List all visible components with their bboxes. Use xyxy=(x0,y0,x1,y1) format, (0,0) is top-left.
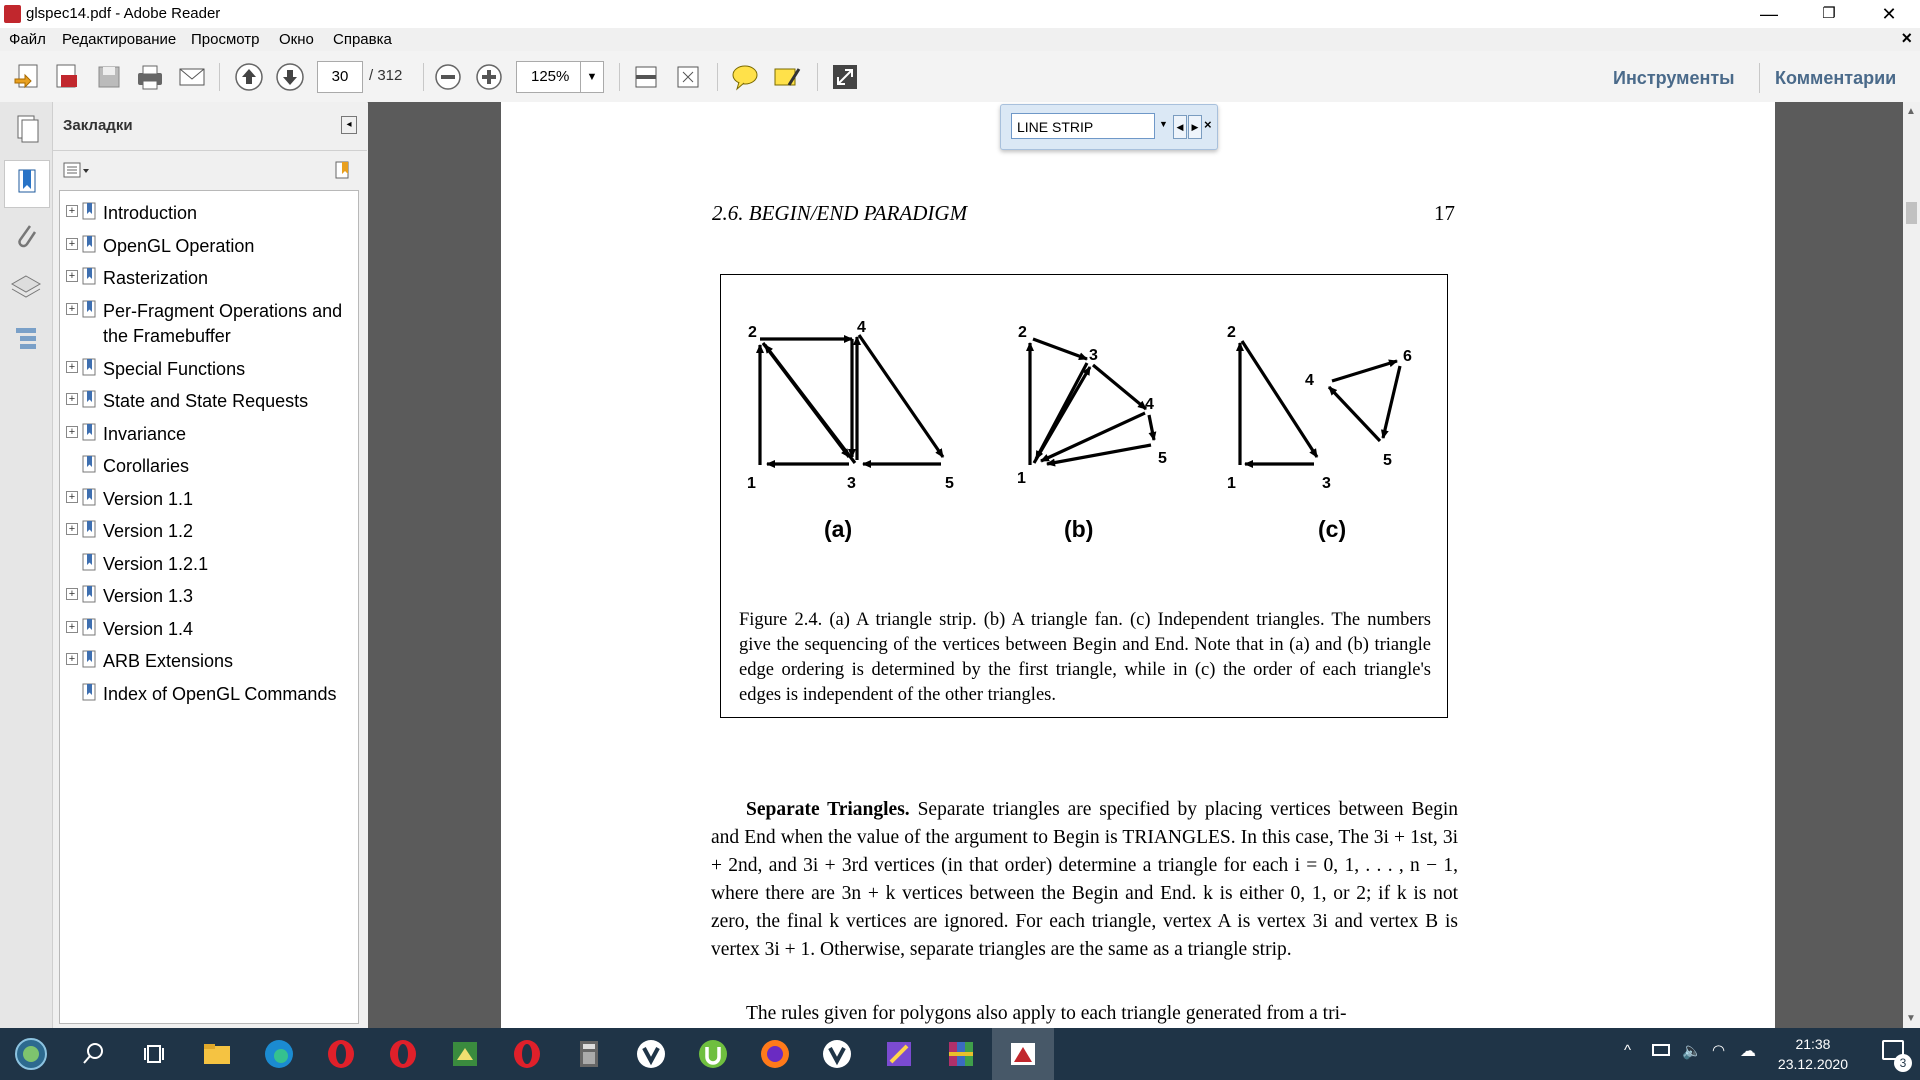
vertex-label: 4 xyxy=(1145,396,1154,413)
adobe-reader-taskbar-icon[interactable] xyxy=(992,1028,1054,1080)
bookmark-icon xyxy=(82,235,98,253)
bookmarks-title: Закладки xyxy=(63,117,133,134)
expand-icon[interactable]: + xyxy=(66,588,78,600)
restore-button[interactable]: ❐ xyxy=(1822,5,1836,22)
find-input[interactable]: LINE STRIP xyxy=(1011,113,1155,139)
layers-icon[interactable] xyxy=(8,268,44,304)
bookmark-label: Version 1.3 xyxy=(103,586,194,606)
bookmark-icon xyxy=(82,618,98,636)
bookmark-label: Index of OpenGL Commands xyxy=(103,683,337,704)
tools-pane-link[interactable]: Инструменты xyxy=(1613,68,1735,88)
zoom-select[interactable] xyxy=(516,61,604,93)
figure-2-4 xyxy=(720,274,1448,718)
vertex-label: 4 xyxy=(857,319,866,336)
bookmarks-list xyxy=(59,190,359,1024)
zoom-out-icon[interactable] xyxy=(432,61,464,93)
page-number-input[interactable]: 30 xyxy=(317,61,363,93)
vertex-label: 2 xyxy=(1018,324,1027,341)
opera-icon[interactable] xyxy=(385,1036,421,1072)
fit-page-icon[interactable] xyxy=(672,61,704,93)
menu-bar xyxy=(0,28,1920,51)
menu-window[interactable]: Окно xyxy=(279,31,314,48)
paragraph-polygon-rules: The rules given for polygons also apply to each triangle generated from a tri- xyxy=(746,1003,1347,1024)
menu-file[interactable]: Файл xyxy=(9,31,46,48)
find-next-icon[interactable]: ▶ xyxy=(1188,115,1202,139)
bookmark-item[interactable] xyxy=(60,649,358,675)
fit-width-icon[interactable] xyxy=(630,61,662,93)
bookmark-icon xyxy=(82,683,98,701)
bookmark-item[interactable] xyxy=(60,552,358,578)
bookmark-label: OpenGL Operation xyxy=(103,235,255,256)
expand-icon[interactable]: + xyxy=(66,621,78,633)
vertex-label: 2 xyxy=(748,324,757,341)
adobe-reader-icon xyxy=(4,5,21,23)
bookmarks-toolbar xyxy=(53,152,367,190)
page-number-label: 17 xyxy=(1434,201,1455,225)
paragraph-body: Separate triangles are specified by placing vertices between Begin and End when the value of the argument to Begin is TRIANGLES. In this case, The 3i + 1st, 3i + 2nd, and 3i + 3rd vertices (in that order) determine a triangle for each i = 0, 1, . . . , n − 1, where there are 3n + k vertices between the Begin and End. k is either 0, 1, or 2; if k is not zero, the final k vertices are ignored. For each triangle, vertex A is vertex 3i and vertex B is vertex 3i + 1. Otherwise, separate triangles are the same as a triangle strip. xyxy=(711,799,1459,960)
bookmark-label: Rasterization xyxy=(103,268,209,288)
bookmark-icon xyxy=(82,267,98,285)
comments-pane-link[interactable]: Комментарии xyxy=(1775,68,1897,88)
vivaldi-icon[interactable] xyxy=(633,1036,669,1072)
page-total: / 312 xyxy=(369,67,403,84)
system-tray xyxy=(1620,1028,1770,1080)
bookmark-item[interactable] xyxy=(60,682,358,708)
vertex-label: 6 xyxy=(1403,348,1412,365)
bookmark-label: Special Functions xyxy=(103,358,246,379)
bookmark-icon xyxy=(82,390,98,408)
navigation-rail xyxy=(0,102,53,1028)
bookmark-label: Introduction xyxy=(103,203,198,223)
bookmark-icon xyxy=(82,358,98,376)
toolbar xyxy=(0,51,1920,103)
scroll-down-icon[interactable]: ▼ xyxy=(1906,1013,1916,1024)
vertex-label: 3 xyxy=(1322,475,1331,492)
utorrent-icon[interactable] xyxy=(695,1036,731,1072)
bookmark-item[interactable] xyxy=(60,201,358,227)
vivaldi-icon[interactable] xyxy=(819,1036,855,1072)
save-icon[interactable] xyxy=(93,61,125,93)
battery-icon[interactable] xyxy=(1652,1044,1670,1056)
bookmark-label: Version 1.4 xyxy=(103,618,194,639)
start-icon[interactable] xyxy=(13,1036,49,1072)
network-icon[interactable]: ◠ xyxy=(1712,1042,1726,1059)
bookmark-item[interactable] xyxy=(60,266,358,292)
vertex-label: 3 xyxy=(847,475,856,492)
vertex-label: 1 xyxy=(1227,475,1236,492)
expand-icon[interactable]: + xyxy=(66,270,78,282)
opera-icon[interactable] xyxy=(323,1036,359,1072)
bookmark-label: Per-Fragment Operations and the Framebuffer xyxy=(103,300,343,346)
graphics-app-icon[interactable] xyxy=(447,1036,483,1072)
vertex-label: 3 xyxy=(1089,347,1098,364)
cloud-icon[interactable]: ☁ xyxy=(1740,1043,1756,1060)
expand-icon[interactable]: + xyxy=(66,393,78,405)
vertical-scrollbar[interactable] xyxy=(1903,102,1920,1028)
editor-app-icon[interactable] xyxy=(881,1036,917,1072)
vertex-label: 4 xyxy=(1305,372,1314,389)
previous-page-icon[interactable] xyxy=(233,61,265,93)
menu-help[interactable]: Справка xyxy=(333,31,392,48)
bookmark-item[interactable] xyxy=(60,617,358,643)
bookmark-item[interactable] xyxy=(60,389,358,415)
full-screen-icon[interactable] xyxy=(829,61,861,93)
expand-icon[interactable]: + xyxy=(66,426,78,438)
chevron-down-icon[interactable]: ▼ xyxy=(580,62,603,92)
edge-browser-icon[interactable] xyxy=(261,1036,297,1072)
taskbar xyxy=(0,1028,1920,1080)
minimize-button[interactable]: — xyxy=(1760,4,1778,24)
bookmark-item[interactable] xyxy=(60,487,358,513)
bookmarks-header xyxy=(53,102,367,151)
vertex-label: 5 xyxy=(945,475,954,492)
bookmark-item[interactable] xyxy=(60,422,358,448)
show-hidden-icons-icon[interactable]: ^ xyxy=(1624,1042,1632,1059)
bookmark-label: Corollaries xyxy=(103,456,190,476)
paragraph-separate-triangles xyxy=(711,796,1458,964)
bookmark-icon xyxy=(82,488,98,506)
bookmarks-panel-icon[interactable] xyxy=(4,160,50,208)
bookmark-item[interactable] xyxy=(60,584,358,610)
bookmark-label: ARB Extensions xyxy=(103,651,234,671)
file-explorer-icon[interactable] xyxy=(199,1036,235,1072)
bookmarks-panel xyxy=(53,102,367,1028)
figure-caption: Figure 2.4. (a) A triangle strip. (b) A triangle fan. (c) Independent triangles. The numbers give the sequencing of the vertices between Begin and End. Note that in (a) and (b) triangle edge ordering is determined by the first triangle, while in (c) the order of each triangle's edges is independent of the other triangles. xyxy=(739,610,1431,705)
expand-bookmark-icon[interactable] xyxy=(333,160,355,182)
vertex-label: 2 xyxy=(1227,324,1236,341)
clock[interactable] xyxy=(1778,1034,1848,1074)
bookmark-label: State and State Requests xyxy=(103,391,309,411)
pages-thumbnails-icon[interactable] xyxy=(8,110,44,146)
scroll-up-icon[interactable]: ▲ xyxy=(1906,106,1916,117)
vertex-label: 1 xyxy=(747,475,756,492)
bookmark-item[interactable] xyxy=(60,234,358,260)
export-pdf-icon[interactable] xyxy=(51,61,83,93)
firefox-icon[interactable] xyxy=(757,1036,793,1072)
volume-icon[interactable]: 🔈 xyxy=(1682,1043,1702,1060)
title-bar xyxy=(0,0,1920,28)
panel-label-c: (c) xyxy=(1318,516,1347,542)
zoom-in-icon[interactable] xyxy=(473,61,505,93)
window-title: glspec14.pdf - Adobe Reader xyxy=(26,5,221,22)
clock-date: 23.12.2020 xyxy=(1777,1056,1848,1072)
next-page-icon[interactable] xyxy=(274,61,306,93)
panel-label-a: (a) xyxy=(824,516,853,542)
email-icon[interactable] xyxy=(176,61,208,93)
vertex-label: 5 xyxy=(1158,450,1167,467)
bookmark-icon xyxy=(82,553,98,571)
content-tree-icon[interactable] xyxy=(8,320,44,356)
zoom-value: 125% xyxy=(531,68,570,85)
bookmark-icon xyxy=(82,650,98,668)
comment-icon[interactable] xyxy=(729,61,761,93)
opera-icon[interactable] xyxy=(509,1036,545,1072)
bookmark-icon xyxy=(82,585,98,603)
bookmark-item[interactable] xyxy=(60,454,358,480)
find-toolbar xyxy=(1000,104,1218,150)
vertex-label: 1 xyxy=(1017,470,1026,487)
bookmark-icon xyxy=(82,455,98,473)
menu-view[interactable]: Просмотр xyxy=(191,31,260,48)
bookmark-icon xyxy=(82,423,98,441)
search-icon[interactable] xyxy=(76,1036,112,1072)
collapse-panel-icon[interactable]: ◂ xyxy=(341,116,357,134)
expand-icon[interactable]: + xyxy=(66,361,78,373)
expand-icon[interactable]: + xyxy=(66,491,78,503)
bookmark-label: Version 1.2.1 xyxy=(103,553,209,574)
create-pdf-icon[interactable] xyxy=(11,61,43,93)
expand-icon[interactable]: + xyxy=(66,205,78,217)
vertex-label: 5 xyxy=(1383,452,1392,469)
expand-icon[interactable]: + xyxy=(66,523,78,535)
find-close-icon[interactable]: × xyxy=(1204,117,1212,132)
panel-label-b: (b) xyxy=(1064,516,1094,542)
close-button[interactable]: ✕ xyxy=(1881,4,1897,24)
menu-edit[interactable]: Редактирование xyxy=(62,31,177,48)
bookmark-label: Version 1.1 xyxy=(103,488,194,509)
find-previous-icon[interactable]: ◀ xyxy=(1173,115,1187,139)
scroll-thumb[interactable] xyxy=(1906,202,1917,224)
bookmark-label: Invariance xyxy=(103,423,187,444)
paragraph-heading: Separate Triangles. xyxy=(746,799,910,820)
bookmark-item[interactable] xyxy=(60,357,358,383)
print-icon[interactable] xyxy=(134,61,166,93)
clock-time: 21:38 xyxy=(1795,1036,1831,1052)
winrar-icon[interactable] xyxy=(943,1036,979,1072)
expand-icon[interactable]: + xyxy=(66,303,78,315)
bookmark-icon xyxy=(82,520,98,538)
expand-icon[interactable]: + xyxy=(66,238,78,250)
bookmark-item[interactable] xyxy=(60,299,358,351)
notification-count-badge: 3 xyxy=(1894,1054,1912,1072)
attachments-icon[interactable] xyxy=(8,218,44,254)
bookmark-label: Version 1.2 xyxy=(103,521,194,541)
page-running-header: 2.6. BEGIN/END PARADIGM xyxy=(712,201,968,225)
bookmark-options-icon[interactable] xyxy=(63,162,91,180)
highlight-icon[interactable] xyxy=(771,61,803,93)
bookmark-icon xyxy=(82,300,98,318)
expand-icon[interactable]: + xyxy=(66,653,78,665)
find-options-icon[interactable]: ▼ xyxy=(1159,119,1168,129)
close-document-icon[interactable]: × xyxy=(1901,28,1912,48)
bookmark-item[interactable] xyxy=(60,519,358,545)
bookmark-icon xyxy=(82,202,98,220)
calculator-icon[interactable] xyxy=(571,1036,607,1072)
task-view-icon[interactable] xyxy=(137,1036,173,1072)
